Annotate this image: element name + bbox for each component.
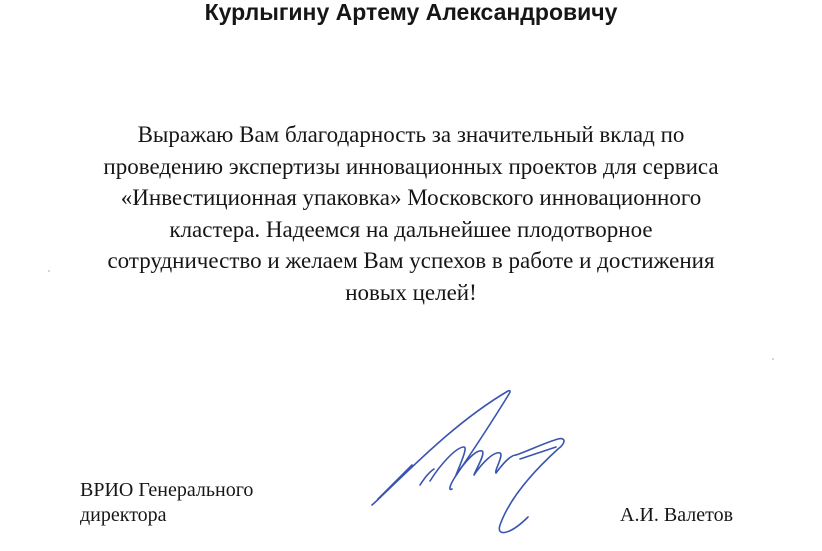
letter-body [70,119,752,309]
body-line-2: проведению экспертизы инновационных проектов для сервиса [103,153,719,179]
recipient-name: Курлыгину Артему Александровичу [204,0,618,25]
body-line-3: «Инвестиционная упаковка» Московского инновационного [120,185,702,211]
body-line-5: сотрудничество и желаем Вам успехов в работе и достижения [107,248,715,274]
signer-name: А.И. Валетов [620,504,734,526]
body-line-6: новых целей! [345,279,477,305]
paper-speck [772,358,774,360]
body-line-4: кластера. Надеемся на дальнейшее плодотворное [169,216,653,242]
handwritten-signature-icon [360,385,590,551]
paper-speck [48,270,50,272]
signer-title-line-2: директора [80,504,167,526]
body-line-1: Выражаю Вам благодарность за значительный вклад по [137,122,685,147]
signer-title [80,478,253,528]
signer-title-line-1: ВРИО Генерального [80,479,254,501]
